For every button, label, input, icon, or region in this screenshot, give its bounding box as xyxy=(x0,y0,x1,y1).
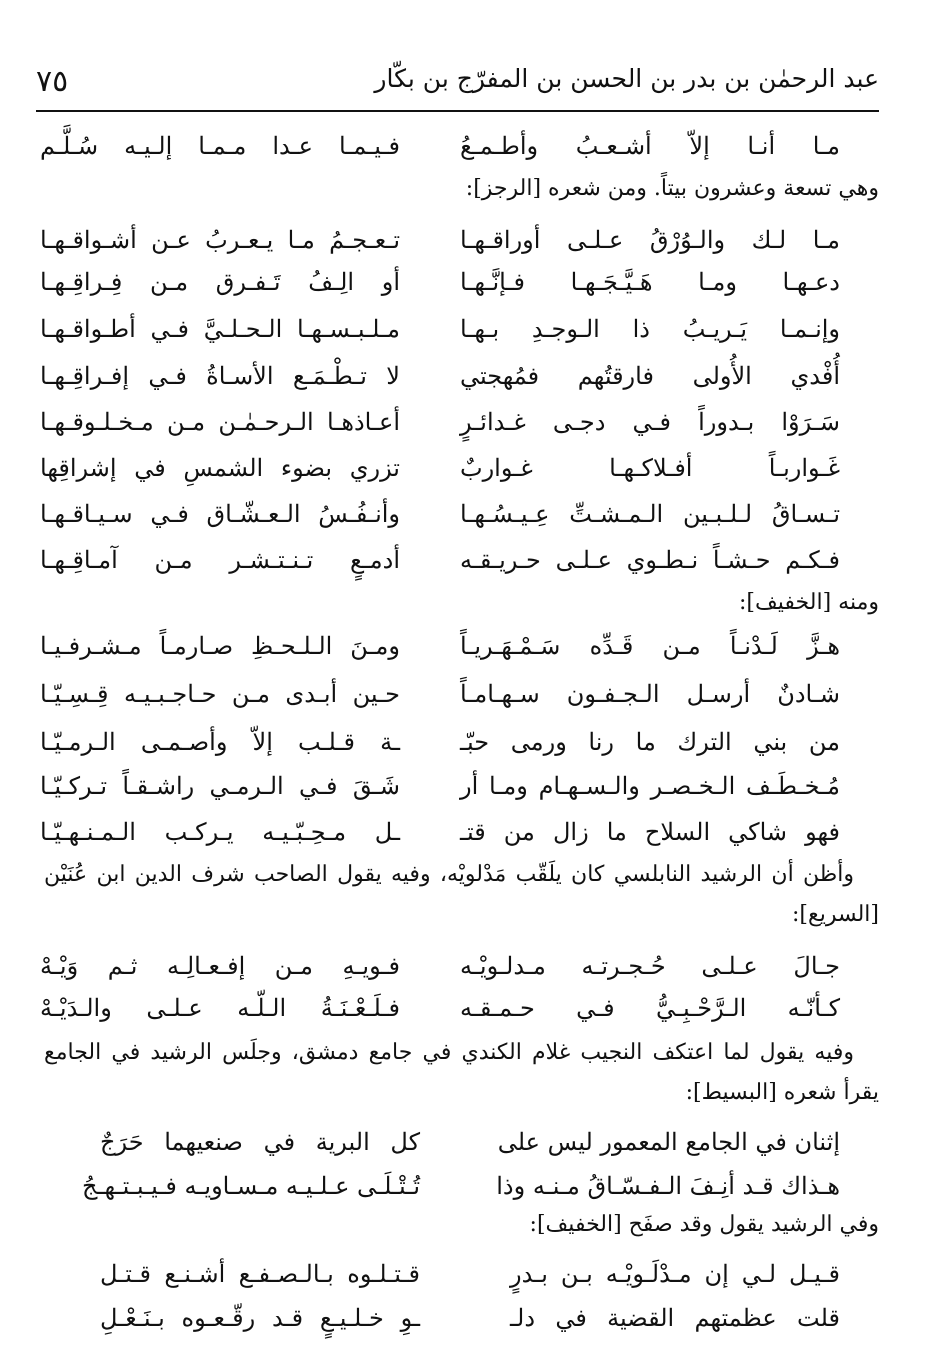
prose-line: ومنه [الخفيف]: xyxy=(739,590,879,615)
verse-couplet xyxy=(40,1256,840,1300)
verse-couplet xyxy=(40,311,840,355)
verse-first-hemistich: قلت عظمتهم القضية في دلـ xyxy=(510,1304,840,1332)
verse-second-hemistich: ـة قـلـب إلاّ وأصـمـى الـرمـيّـا xyxy=(40,728,400,756)
verse-second-hemistich: حـين أبـدى مـن حـاجـبـيـه قِـسِـيّـا xyxy=(40,680,400,708)
verse-second-hemistich: شَـقَ فـي الـرمـي راشـقـاً تـركـيّـا xyxy=(40,772,400,800)
verse-first-hemistich: أُفْدي الأُولى فارقتُهم فمُهجتي xyxy=(460,362,840,390)
verse-second-hemistich: أدمـعٍ تـنـتـشـر مـن آمـاقِـهـا xyxy=(40,546,400,574)
verse-couplet xyxy=(40,1300,840,1344)
verse-first-hemistich: شـادنٌ أرسـل الـجـفـون سـهـامـاً xyxy=(460,680,840,708)
verse-couplet xyxy=(40,990,840,1034)
verse-first-hemistich: من بني الترك ما رنا ورمى حبّـ xyxy=(460,728,840,756)
prose-line: وأظن أن الرشيد النابلسي كان يلَقّب مَدْلويْه، وفيه يقول الصاحب شرف الدين ابن عُنَيْن xyxy=(44,862,854,887)
running-title: عبد الرحمٰن بن بدر بن الحسن بن المفرّج بن بكّار xyxy=(374,64,879,93)
verse-second-hemistich: ـل مـحِـبّـيـه يـركـب الـمـنـهـيّـا xyxy=(40,818,400,846)
verse-second-hemistich: فـلَـعْـنَـةُ الـلّـه عـلـى والـدَيْـهْ xyxy=(40,994,400,1022)
verse-second-hemistich: ومـنَ الـلـحـظِ صـارمـاً مـشـرفـيـا xyxy=(40,632,400,660)
page-header xyxy=(36,60,879,112)
verse-couplet xyxy=(40,768,840,812)
page-number: ٧٥ xyxy=(36,64,69,99)
verse-first-hemistich: تـسـاقُ لـلـبـين الـمـشـتِّ عِـيـسُـهـا xyxy=(460,500,840,528)
verse-second-hemistich: ـوِ خـلـيـعٍ قـد رقّـعـوه بـنَـعْـلِ xyxy=(100,1304,420,1332)
verse-couplet xyxy=(40,128,840,172)
verse-couplet xyxy=(40,542,840,586)
verse-second-hemistich: وأنـفُـسُ الـعـشّـاق فـي سـيـاقـهـا xyxy=(40,500,400,528)
verse-couplet xyxy=(40,1168,840,1212)
verse-second-hemistich: تـعـجـمُ مـا يـعـربُ عـن أشـواقـهـا xyxy=(40,226,400,254)
verse-first-hemistich: جـالَ عـلـى حُـجـرتـه مـدلـويْـه xyxy=(460,952,840,980)
verse-second-hemistich: قـتـلـوه بـالـصـفـع أشـنـع قـتـل xyxy=(100,1260,420,1288)
verse-second-hemistich: فـويـهِ مـن إفـعـالِـه ثـم وَيْـهْ xyxy=(40,952,400,980)
verse-second-hemistich: أو الِـفُ تَـفـرق مـن فِـراقِـهـا xyxy=(40,268,400,296)
verse-first-hemistich: مـا لـك والـوُرْقُ عـلـى أوراقـهـا xyxy=(460,226,840,254)
verse-second-hemistich: لا تـطْـمَـع الأسـاةُ فـي إفـراقِـهـا xyxy=(40,362,400,390)
verse-first-hemistich: هـزَّ لَـدْنـاً مـن قَـدِّه سَـمْـهَـريـاً xyxy=(460,632,840,660)
verse-couplet xyxy=(40,948,840,992)
verse-first-hemistich: فهو شاكي السلاح ما زال من قتـ xyxy=(460,818,840,846)
verse-first-hemistich: غَـواربـاً أفـلاكـهـا غـواربٌ xyxy=(460,454,840,482)
verse-first-hemistich: وإنـمـا يَـريـبُ ذا الـوجـدِ بـهـا xyxy=(460,315,840,343)
verse-couplet xyxy=(40,496,840,540)
verse-first-hemistich: فـكـم حـشـاً نـطـوي عـلـى حـريـقـه xyxy=(460,546,840,574)
verse-couplet xyxy=(40,724,840,768)
verse-first-hemistich: سَـرَوْا بـدوراً فـي دجـى غـدائـرٍ xyxy=(460,408,840,436)
verse-couplet xyxy=(40,264,840,308)
verse-couplet xyxy=(40,222,840,266)
prose-line: يقرأ شعره [البسيط]: xyxy=(685,1080,879,1105)
verse-first-hemistich: دعـهـا ومـا هَـيَّـجَـهـا فـإنَّـهـا xyxy=(460,268,840,296)
verse-first-hemistich: مُـخـطَـف الـخـصـر والـسـهـام ومـا أر xyxy=(460,772,840,800)
verse-couplet xyxy=(40,814,840,858)
prose-line: وهي تسعة وعشرون بيتاً. ومن شعره [الرجز]: xyxy=(465,176,879,201)
prose-line: وفي الرشيد يقول وقد صفَح [الخفيف]: xyxy=(529,1212,879,1237)
verse-couplet xyxy=(40,1124,840,1168)
verse-couplet xyxy=(40,358,840,402)
verse-couplet xyxy=(40,676,840,720)
verse-first-hemistich: إثنان في الجامع المعمور ليس على xyxy=(497,1128,840,1156)
verse-first-hemistich: قـيـل لـي إن مـدْلَـويْـه بـن بـدرٍ xyxy=(510,1260,840,1288)
prose-line: وفيه يقول لما اعتكف النجيب غلام الكندي في جامع دمشق، وجلَس الرشيد في الجامع xyxy=(44,1040,854,1065)
verse-first-hemistich: كـأنّـه الـرَّحْـبِـيُّ فـي حـمـقـه xyxy=(460,994,840,1022)
verse-couplet xyxy=(40,404,840,448)
verse-first-hemistich: هـذاك قـد أنِـفَ الـفـسّـاقُ مـنـه وذا xyxy=(496,1172,840,1200)
verse-second-hemistich: كل البرية في صنعيهما حَرَجٌ xyxy=(100,1128,420,1156)
verse-second-hemistich: تزري بضوء الشمسِ في إشراقِها xyxy=(40,454,400,482)
verse-couplet xyxy=(40,628,840,672)
verse-couplet xyxy=(40,450,840,494)
prose-line: [السريع]: xyxy=(792,902,879,927)
verse-second-hemistich: فـيـمـا عـدا مـمـا إلـيـه سُـلَّـم xyxy=(40,132,400,160)
verse-second-hemistich: تُـتْـلَـى عـلـيـه مـسـاويـه فـيـبـتـهـجُ xyxy=(81,1172,420,1200)
verse-second-hemistich: مـلـبـسـهـا الـحـلـيَّ فـي أطـواقـهـا xyxy=(40,315,400,343)
verse-second-hemistich: أعـاذهـا الـرحـمٰـن مـن مـخـلـوقـهـا xyxy=(40,408,400,436)
verse-first-hemistich: مـا أنـا إلاّ أشـعـبُ وأطـمـعُ xyxy=(460,132,840,160)
